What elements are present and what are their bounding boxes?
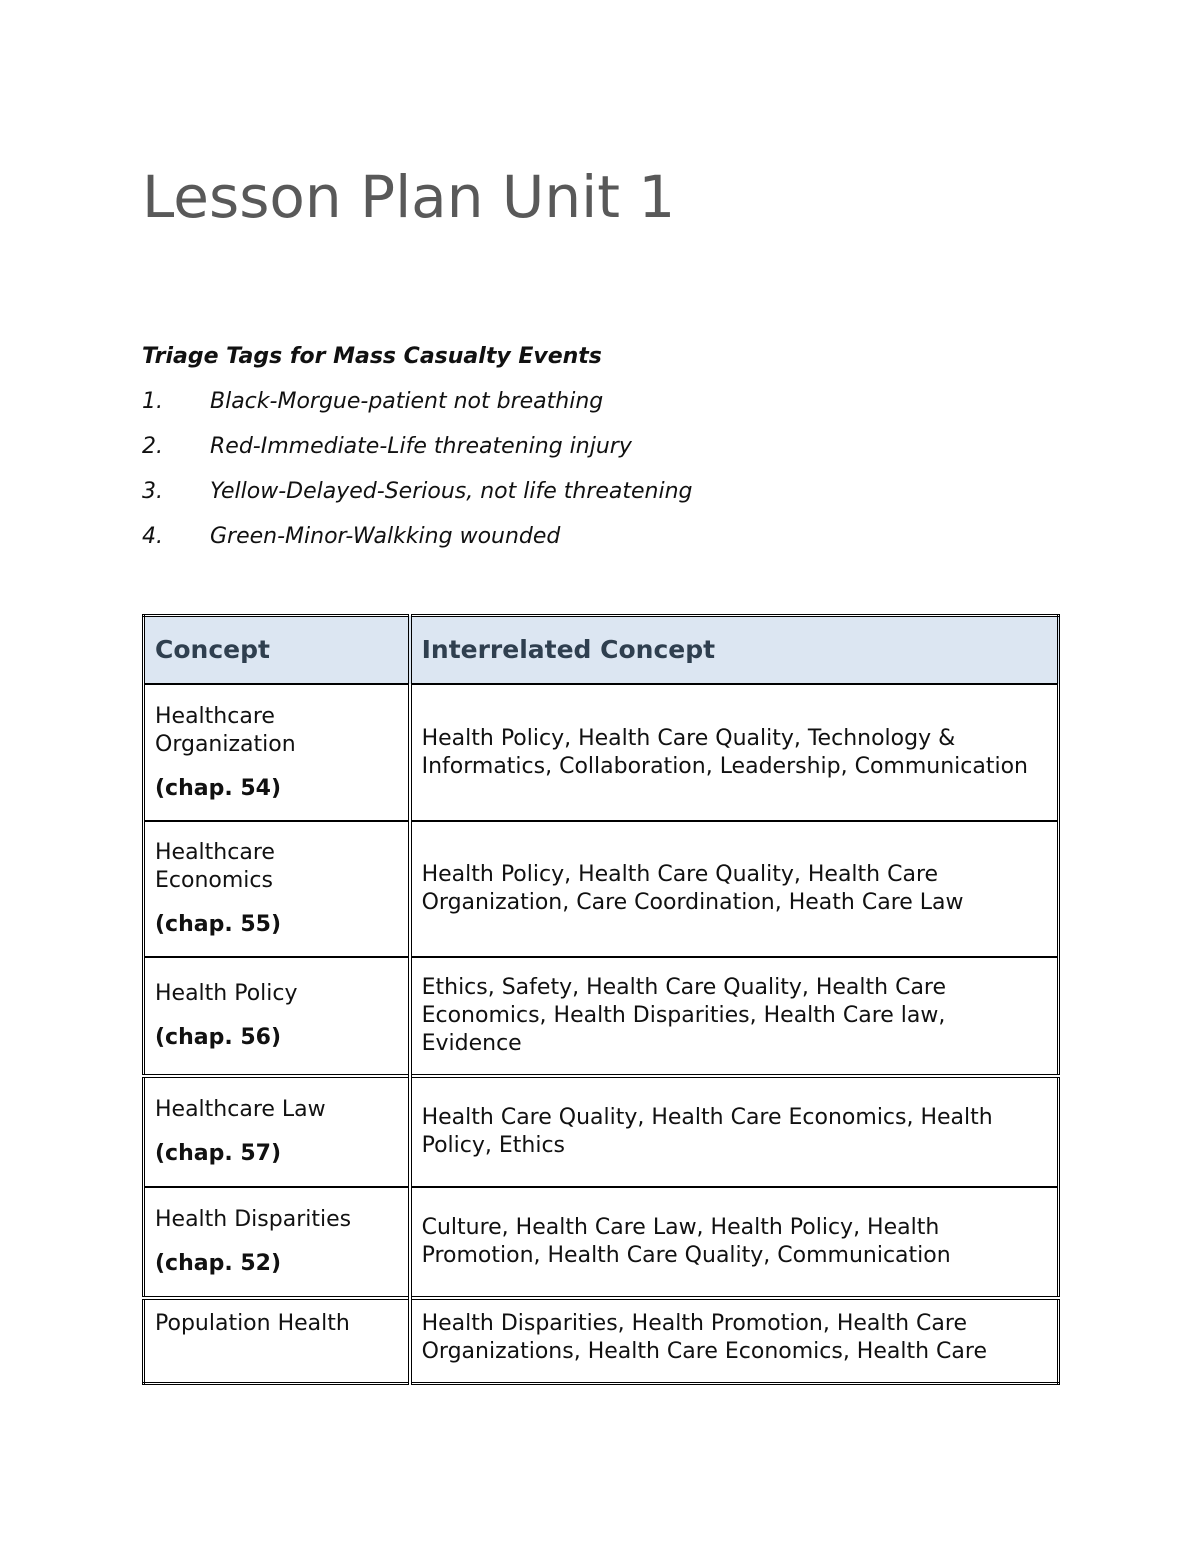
- concept-cell: [144, 684, 410, 821]
- concept-name: Health Policy: [155, 981, 298, 1006]
- related-cell: [410, 1298, 1059, 1384]
- concept-name: Healthcare Organization: [155, 703, 296, 757]
- triage-heading: Triage Tags for Mass Casualty Events: [142, 344, 602, 369]
- concept-chapter: (chap. 57): [155, 1141, 282, 1166]
- triage-text: Yellow-Delayed-Serious, not life threatening: [210, 479, 693, 504]
- table-row: [144, 1076, 1059, 1187]
- concept-cell: [144, 1298, 410, 1384]
- related-cell: [410, 684, 1059, 821]
- triage-number: 3.: [142, 479, 163, 504]
- related-cell: [410, 821, 1059, 957]
- concept-cell: [144, 1076, 410, 1187]
- column-header-concept: Concept: [144, 616, 410, 685]
- concept-chapter: (chap. 54): [155, 775, 282, 801]
- concept-name: Population Health: [155, 1311, 350, 1336]
- concept-chapter: (chap. 55): [155, 912, 282, 937]
- table-row: [144, 1298, 1059, 1384]
- table-row: [144, 1187, 1059, 1298]
- concept-name: Healthcare Law: [155, 1097, 326, 1122]
- table-row: [144, 684, 1059, 821]
- related-concepts: Health Care Quality, Health Care Economics, Health Policy, Ethics: [421, 1105, 993, 1158]
- concept-chapter: (chap. 56): [155, 1025, 282, 1050]
- triage-text: Green-Minor-Walkking wounded: [210, 524, 561, 549]
- related-cell: [410, 957, 1059, 1076]
- table-row: [144, 821, 1059, 957]
- triage-text: Red-Immediate-Life threatening injury: [210, 434, 632, 459]
- concept-name: Healthcare Economics: [155, 840, 275, 893]
- triage-number: 4.: [142, 524, 163, 549]
- concept-cell: [144, 957, 410, 1076]
- related-concepts: Ethics, Safety, Health Care Quality, Health Care Economics, Health Disparities, Health Care law, Evidence: [421, 975, 947, 1056]
- related-concepts: Culture, Health Care Law, Health Policy, Health Promotion, Health Care Quality, Communication: [421, 1215, 951, 1268]
- related-concepts: Health Policy, Health Care Quality, Health Care Organization, Care Coordination, Heath Care Law: [421, 862, 964, 915]
- triage-number: 1.: [142, 389, 163, 414]
- concept-table: [142, 614, 1060, 1385]
- related-cell: [410, 1187, 1059, 1298]
- table-header-row: [144, 616, 1059, 685]
- concept-cell: [144, 1187, 410, 1298]
- related-cell: [410, 1076, 1059, 1187]
- concept-name: Health Disparities: [155, 1207, 352, 1232]
- triage-number: 2.: [142, 434, 163, 459]
- page-title: Lesson Plan Unit 1: [142, 163, 676, 231]
- column-header-interrelated: Interrelated Concept: [410, 616, 1059, 685]
- concept-chapter: (chap. 52): [155, 1251, 282, 1276]
- table-row: [144, 957, 1059, 1076]
- concept-cell: [144, 821, 410, 957]
- related-concepts: Health Disparities, Health Promotion, Health Care Organizations, Health Care Economics, Health Care: [421, 1311, 987, 1364]
- related-concepts: Health Policy, Health Care Quality, Technology & Informatics, Collaboration, Leadership, Communication: [421, 725, 1028, 779]
- triage-text: Black-Morgue-patient not breathing: [210, 389, 604, 414]
